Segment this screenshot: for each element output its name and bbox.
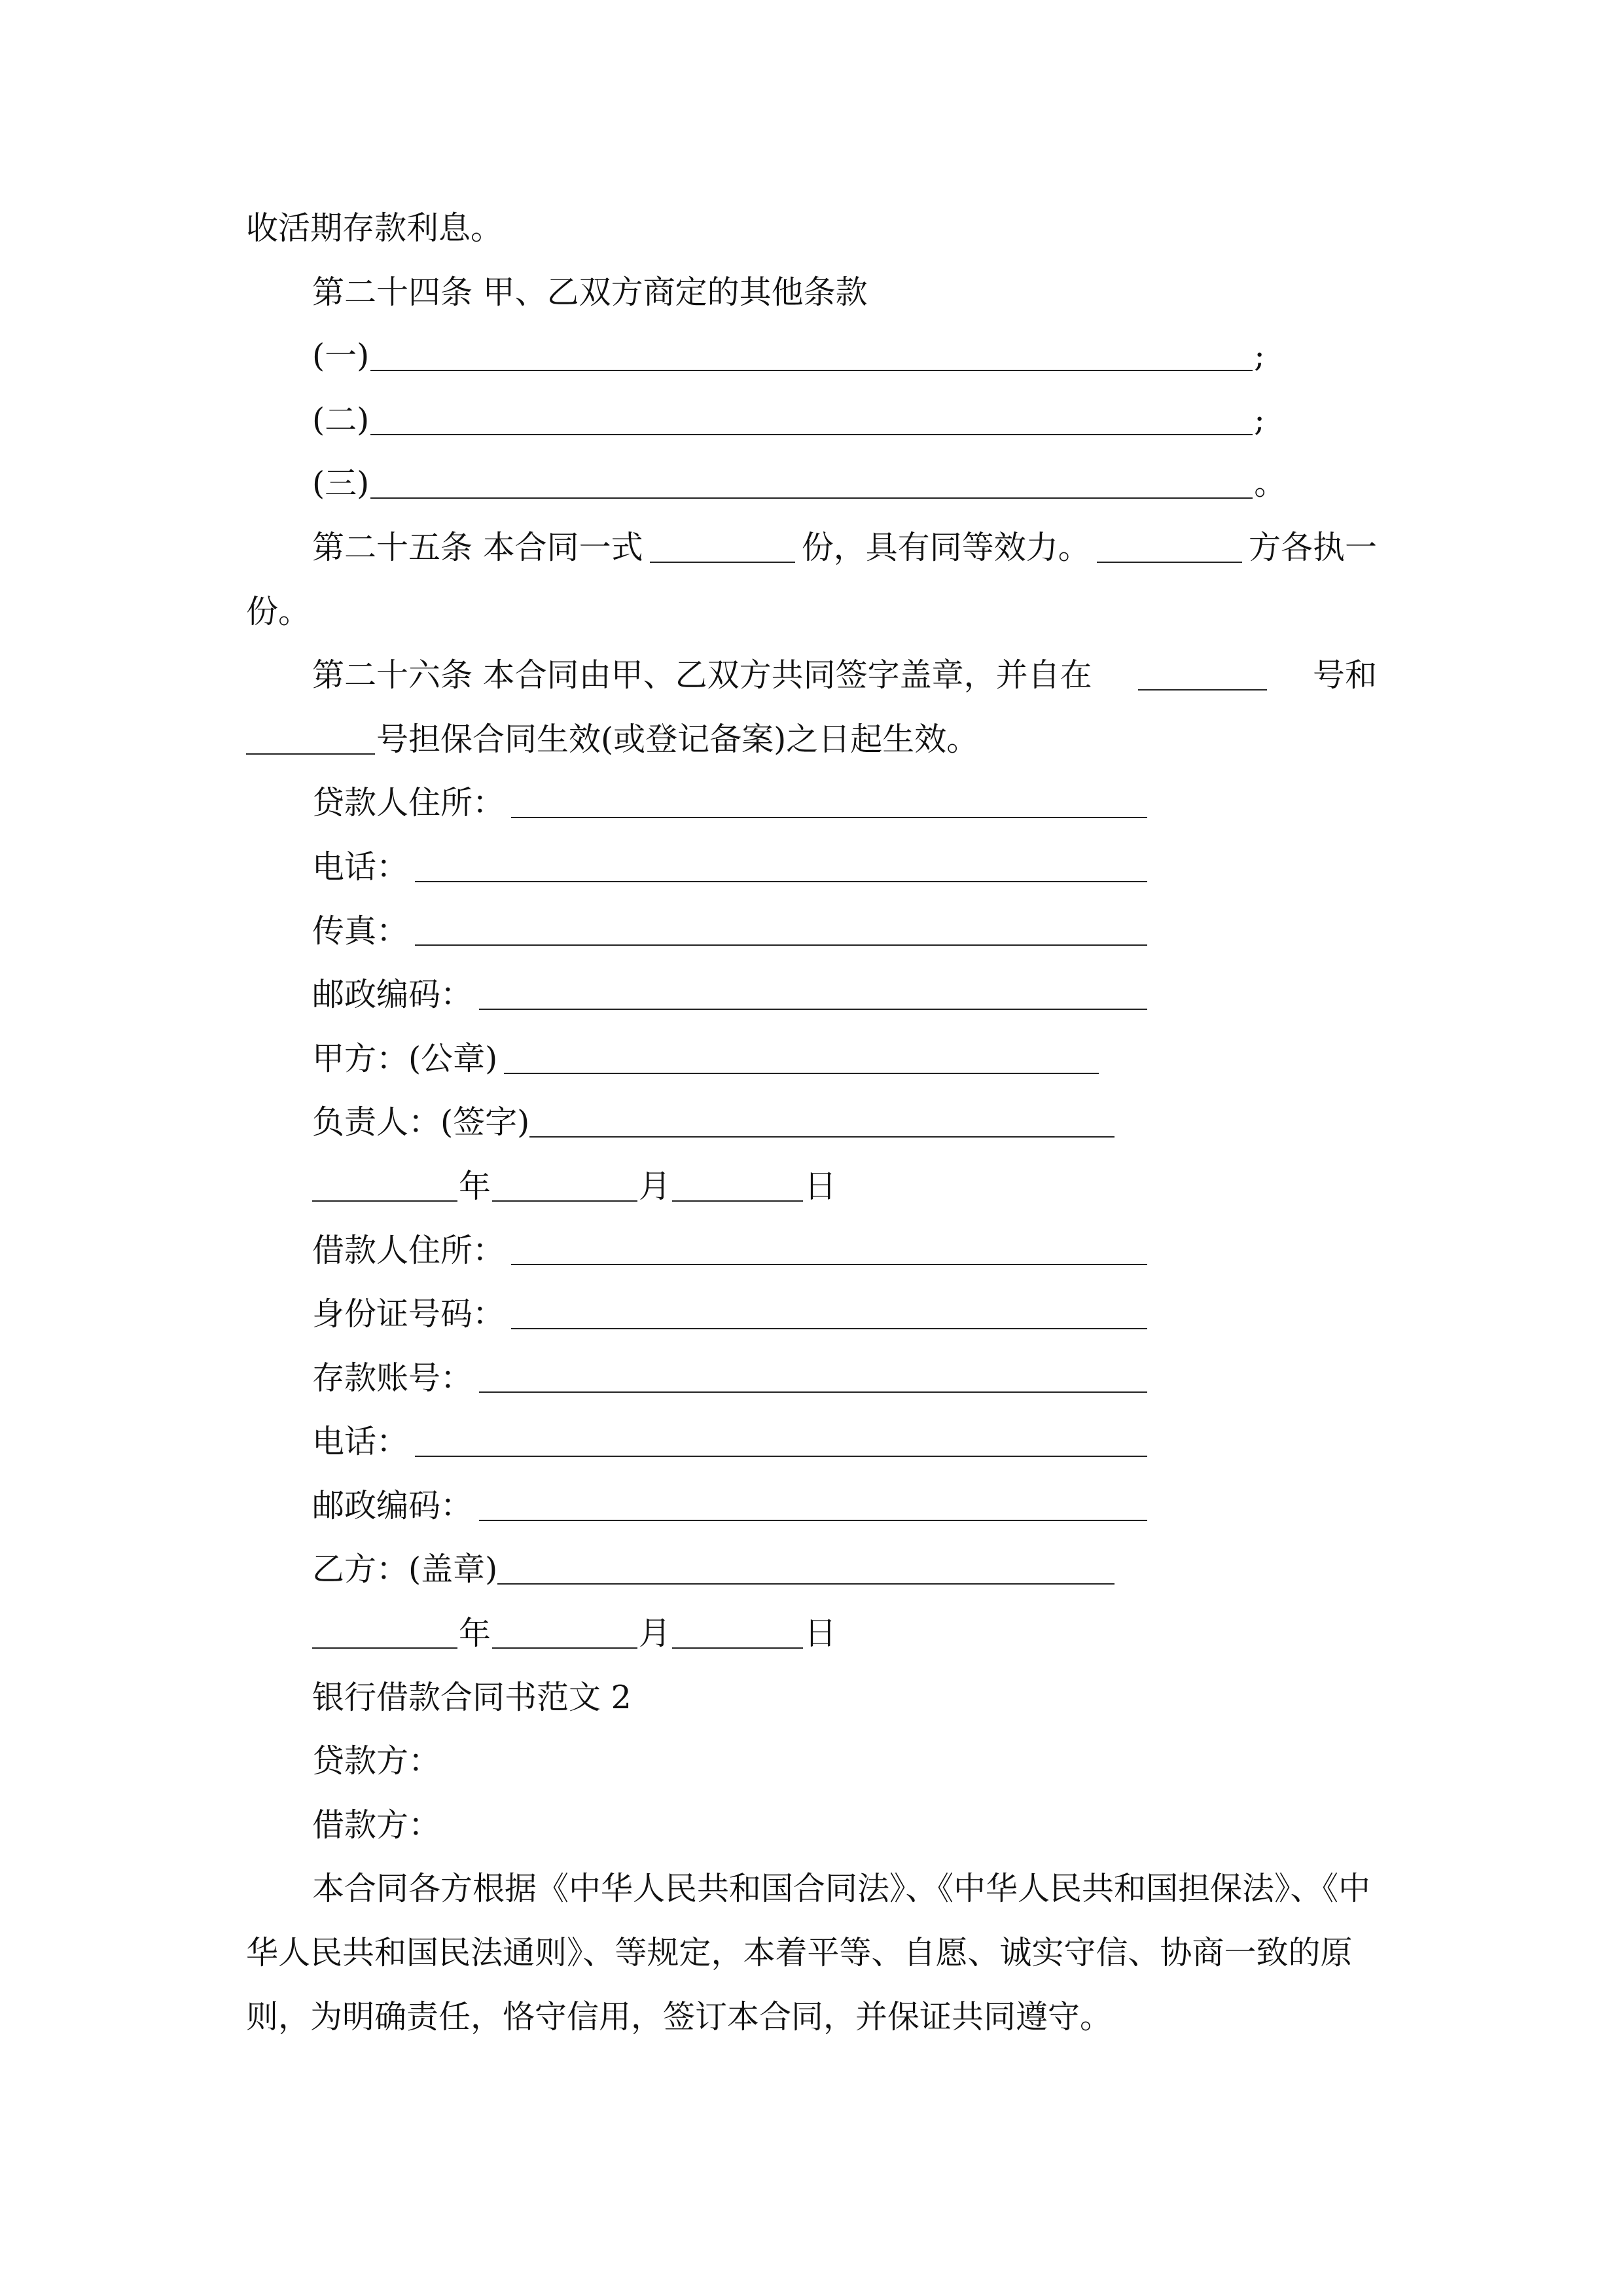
blank-field <box>511 1225 1147 1265</box>
blank-field <box>370 395 1253 435</box>
text: 月 <box>639 1167 671 1205</box>
paragraph-line <box>246 1985 1377 2049</box>
blank-field <box>492 1608 637 1649</box>
text: 日 <box>804 1167 837 1205</box>
date-line <box>246 1155 1377 1219</box>
blank-field <box>415 842 1147 882</box>
article-26 <box>246 643 1377 708</box>
borrower-phone-field <box>246 1410 1147 1474</box>
borrower-address-field <box>246 1219 1147 1283</box>
blank-field <box>312 1608 457 1649</box>
text: (三) <box>312 465 370 503</box>
label: 乙方：(盖章) <box>312 1551 498 1588</box>
label: 借款人住所： <box>312 1231 505 1269</box>
article-25 <box>246 516 1377 580</box>
text-line <box>246 580 1377 644</box>
blank-field <box>370 331 1253 371</box>
blank-field <box>1138 650 1267 691</box>
text: 号担保合同生效(或登记备案)之日起生效。 <box>376 720 979 758</box>
blank-field <box>511 1289 1147 1329</box>
blank-field <box>415 905 1147 946</box>
document-page <box>246 196 1377 2049</box>
blank-field <box>672 1161 803 1202</box>
blank-field <box>529 1097 1115 1138</box>
text-line <box>246 196 1377 260</box>
party-b-seal-field <box>246 1537 1115 1602</box>
label: 身份证号码： <box>312 1295 505 1333</box>
blank-field <box>415 1416 1147 1457</box>
text: 方各执一 <box>1248 528 1377 566</box>
blank-field <box>1097 522 1242 563</box>
label: 邮政编码： <box>312 976 473 1014</box>
lender-fax-field <box>246 899 1147 963</box>
borrower-postcode-field <box>246 1474 1147 1538</box>
text: 本合同各方根据《中华人民共和国合同法》、《中华人民共和国担保法》、《中 <box>312 1870 1371 1908</box>
label: 电话： <box>312 1423 409 1461</box>
blank-field <box>246 714 375 755</box>
label: 存款账号： <box>312 1359 473 1397</box>
article-24 <box>246 260 1377 325</box>
principal-signature-field <box>246 1090 1115 1155</box>
blank-field <box>672 1608 803 1649</box>
text: 第二十六条 本合同由甲、乙双方共同签字盖章，并自在 <box>312 656 1092 694</box>
blank-field <box>492 1161 637 1202</box>
text: 第二十五条 本合同一式 <box>312 528 643 566</box>
text: 月 <box>639 1615 671 1653</box>
blank-field <box>511 778 1147 818</box>
clause-2 <box>246 388 1377 452</box>
date-line <box>246 1602 1377 1666</box>
section-title <box>246 1666 1377 1730</box>
text: 份，具有同等效力。 <box>801 528 1090 566</box>
text: 则，为明确责任，恪守信用，签订本合同，并保证共同遵守。 <box>246 1998 1113 2036</box>
clause-3 <box>246 452 1377 516</box>
borrower-account-field <box>246 1346 1147 1410</box>
label: 贷款人住所： <box>312 784 505 822</box>
paragraph-line <box>246 1857 1377 1921</box>
blank-field <box>650 522 795 563</box>
lender-address-field <box>246 771 1147 835</box>
text: 贷款方： <box>312 1742 441 1780</box>
blank-field <box>312 1161 457 1202</box>
party-a-seal-field <box>246 1027 1099 1091</box>
lender-phone-field <box>246 835 1147 899</box>
blank-field <box>504 1033 1099 1074</box>
blank-field <box>479 969 1147 1010</box>
text: 借款方： <box>312 1806 441 1844</box>
text: 。 <box>1254 465 1287 503</box>
text: 第二十四条 甲、乙双方商定的其他条款 <box>312 273 868 311</box>
lender-line <box>246 1729 1377 1793</box>
text: (二) <box>312 401 370 439</box>
borrower-id-field <box>246 1282 1147 1346</box>
borrower-line <box>246 1793 1377 1857</box>
text: 日 <box>804 1615 837 1653</box>
label: 负责人：(签字) <box>312 1103 530 1141</box>
text: 份。 <box>246 592 311 630</box>
text: ; <box>1254 401 1265 439</box>
label: 甲方：(公章) <box>312 1039 498 1077</box>
text: 年 <box>459 1167 491 1205</box>
paragraph-line <box>246 1921 1377 1985</box>
label: 邮政编码： <box>312 1486 473 1524</box>
blank-field <box>497 1544 1115 1585</box>
blank-field <box>479 1352 1147 1393</box>
text: ; <box>1254 337 1265 375</box>
label: 电话： <box>312 848 409 886</box>
text-line <box>246 708 1377 772</box>
lender-postcode-field <box>246 963 1147 1027</box>
text: 收活期存款利息。 <box>246 209 503 247</box>
label: 传真： <box>312 912 409 950</box>
text: 银行借款合同书范文 2 <box>312 1678 632 1716</box>
text: 华人民共和国民法通则》、等规定，本着平等、自愿、诚实守信、协商一致的原 <box>246 1934 1353 1972</box>
text: 年 <box>459 1615 491 1653</box>
clause-1 <box>246 324 1377 388</box>
text: 号和 <box>1312 656 1377 694</box>
blank-field <box>479 1480 1147 1521</box>
blank-field <box>370 458 1253 499</box>
text: (一) <box>312 337 370 375</box>
